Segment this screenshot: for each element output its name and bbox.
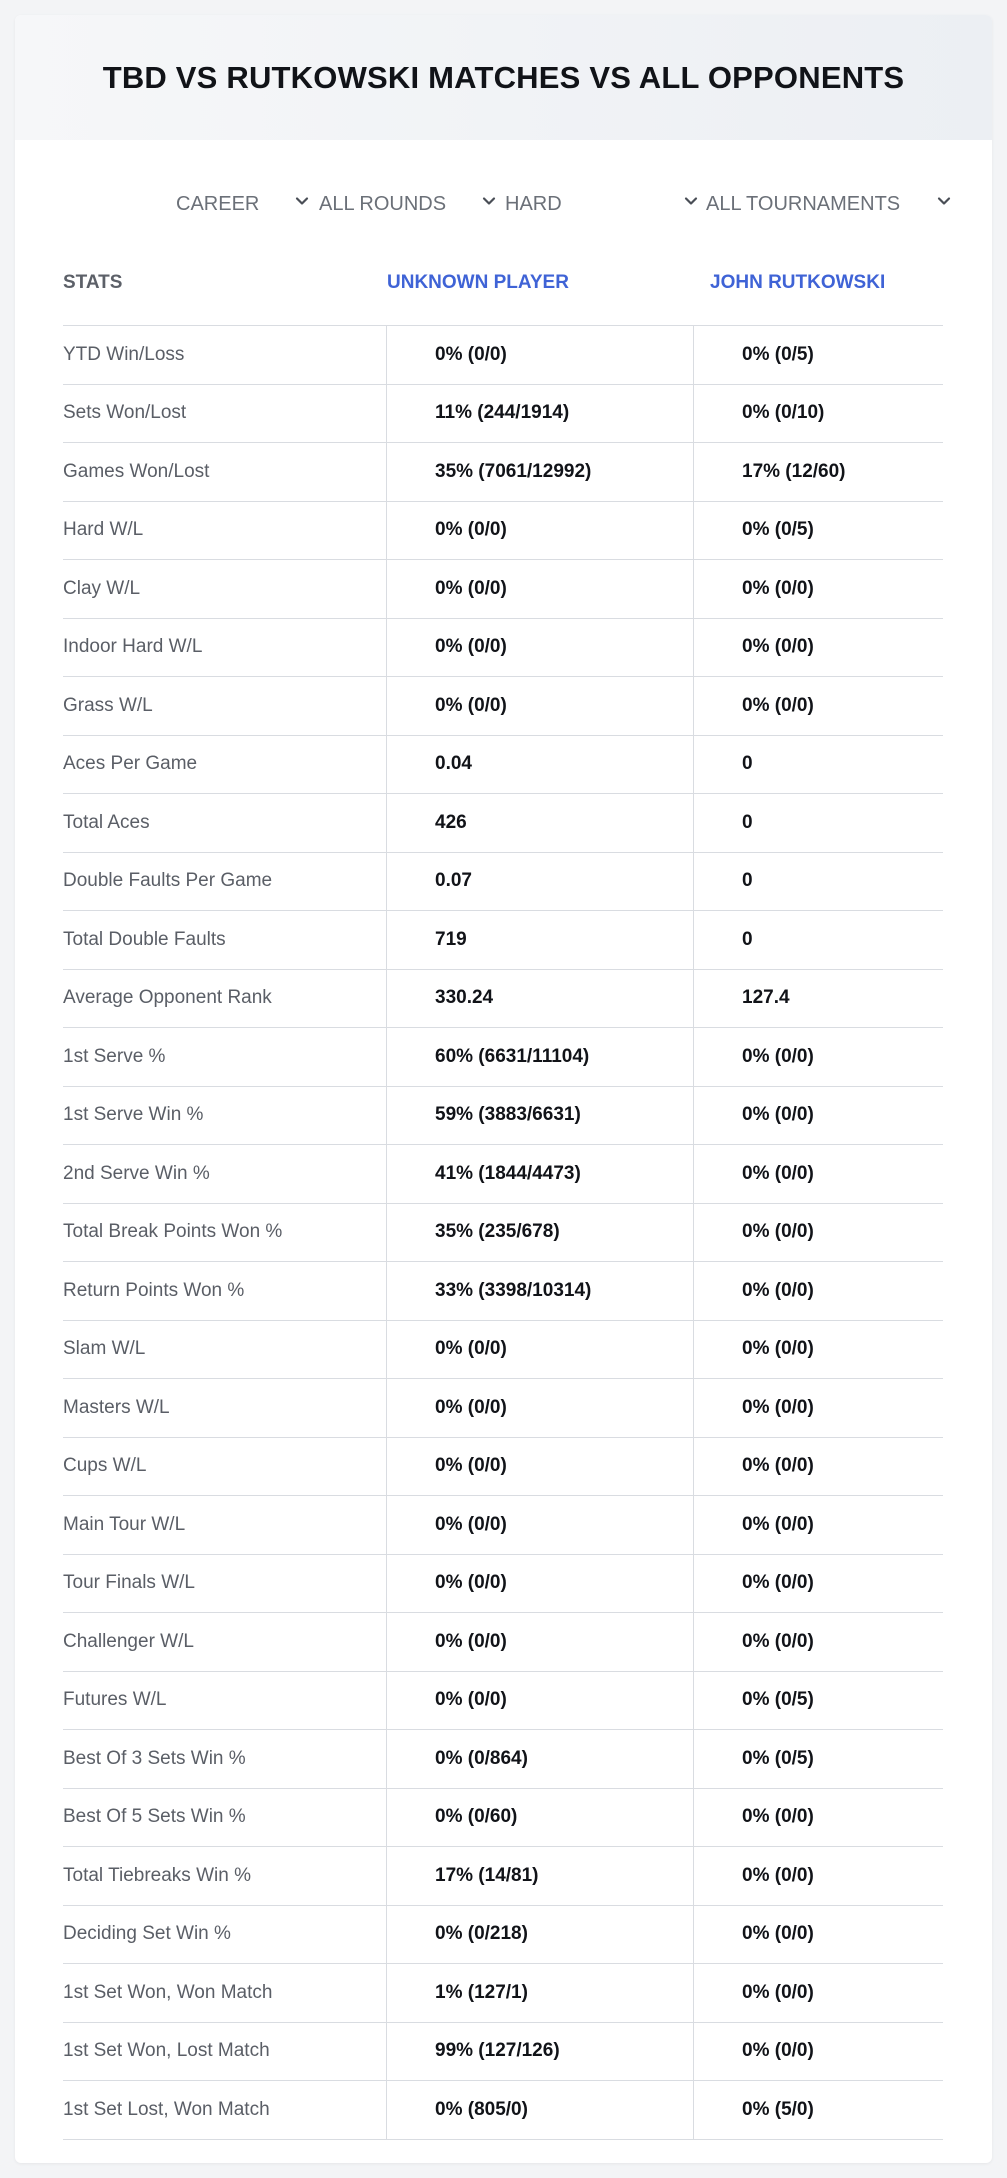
player1-value: 11% (244/1914) — [386, 385, 693, 443]
player2-value: 0% (0/0) — [693, 1906, 943, 1964]
filters-bar — [15, 184, 992, 224]
player1-value: 0% (0/0) — [386, 1613, 693, 1671]
stat-label: Total Tiebreaks Win % — [63, 1864, 251, 1886]
stat-label: Total Aces — [63, 811, 150, 833]
player2-value: 0% (0/0) — [693, 677, 943, 735]
stat-label: Masters W/L — [63, 1396, 170, 1418]
player2-value: 0% (0/5) — [693, 1672, 943, 1730]
player2-value: 0% (0/5) — [693, 326, 943, 384]
player1-value: 0% (0/60) — [386, 1789, 693, 1847]
stat-label: Games Won/Lost — [63, 460, 210, 482]
page-title: TBD VS RUTKOWSKI MATCHES VS ALL OPPONENTS — [102, 59, 905, 95]
player1-value: 0.07 — [386, 853, 693, 911]
player2-value: 0% (0/5) — [693, 502, 943, 560]
table-row — [63, 1145, 943, 1204]
player2-value: 0% (0/0) — [693, 1964, 943, 2022]
player1-value: 17% (14/81) — [386, 1847, 693, 1905]
player1-value: 60% (6631/11104) — [386, 1028, 693, 1086]
stats-card — [15, 15, 992, 2163]
player1-value: 59% (3883/6631) — [386, 1087, 693, 1145]
table-row — [63, 2081, 943, 2140]
player1-value: 0% (805/0) — [386, 2081, 693, 2139]
player1-value: 0% (0/0) — [386, 1496, 693, 1554]
stat-label: Sets Won/Lost — [63, 402, 187, 424]
player2-value: 0% (0/0) — [693, 1145, 943, 1203]
stat-label: 1st Set Lost, Won Match — [63, 2098, 270, 2120]
stat-label: Return Points Won % — [63, 1279, 245, 1301]
player2-link[interactable]: JOHN RUTKOWSKI — [710, 272, 886, 293]
chevron-down-icon — [294, 193, 310, 209]
table-row — [63, 1730, 943, 1789]
player2-value: 0 — [693, 853, 943, 911]
player2-value: 0% (0/0) — [693, 1847, 943, 1905]
table-header — [63, 250, 943, 326]
table-row — [63, 1379, 943, 1438]
table-row — [63, 443, 943, 502]
player2-value: 0% (0/0) — [693, 1555, 943, 1613]
stat-label: 2nd Serve Win % — [63, 1162, 210, 1184]
table-body — [63, 326, 943, 2140]
stat-label: 1st Set Won, Lost Match — [63, 2040, 270, 2062]
tournaments-select[interactable] — [706, 184, 958, 224]
stat-label: Grass W/L — [63, 694, 153, 716]
chevron-down-icon — [481, 193, 497, 209]
stat-label: Best Of 3 Sets Win % — [63, 1747, 246, 1769]
player2-value: 0% (0/0) — [693, 1379, 943, 1437]
player2-value: 0% (0/10) — [693, 385, 943, 443]
player2-value: 0% (0/0) — [693, 1204, 943, 1262]
player1-value: 0% (0/0) — [386, 326, 693, 384]
player1-value: 1% (127/1) — [386, 1964, 693, 2022]
stat-label: Cups W/L — [63, 1455, 147, 1477]
player2-value: 0% (0/0) — [693, 1028, 943, 1086]
player1-value: 0% (0/218) — [386, 1906, 693, 1964]
table-row — [63, 1847, 943, 1906]
table-row — [63, 1087, 943, 1146]
surface-select-value: HARD — [505, 192, 562, 215]
stat-label: Average Opponent Rank — [63, 987, 272, 1009]
table-row — [63, 502, 943, 561]
table-row — [63, 2023, 943, 2082]
player2-value: 0% (0/0) — [693, 1087, 943, 1145]
stat-label: 1st Set Won, Won Match — [63, 1981, 273, 2003]
table-row — [63, 326, 943, 385]
player2-value: 0 — [693, 736, 943, 794]
player1-value: 99% (127/126) — [386, 2023, 693, 2081]
player1-value: 0% (0/864) — [386, 1730, 693, 1788]
stat-label: Challenger W/L — [63, 1630, 194, 1652]
table-row — [63, 1204, 943, 1263]
player2-value: 0% (0/0) — [693, 1496, 943, 1554]
player2-value: 0% (0/0) — [693, 1613, 943, 1671]
player1-value: 35% (7061/12992) — [386, 443, 693, 501]
player2-value: 0% (0/0) — [693, 560, 943, 618]
player1-value: 35% (235/678) — [386, 1204, 693, 1262]
player2-value: 0% (0/0) — [693, 1262, 943, 1320]
player1-value: 0.04 — [386, 736, 693, 794]
player1-value: 0% (0/0) — [386, 1379, 693, 1437]
chevron-down-icon — [683, 193, 699, 209]
table-row — [63, 1906, 943, 1965]
table-row — [63, 677, 943, 736]
card-header — [15, 15, 992, 140]
stat-label: Aces Per Game — [63, 753, 198, 775]
player1-value: 426 — [386, 794, 693, 852]
rounds-select-value: ALL ROUNDS — [319, 192, 447, 215]
player2-value: 0 — [693, 794, 943, 852]
stat-label: Main Tour W/L — [63, 1513, 186, 1535]
stat-label: Indoor Hard W/L — [63, 636, 203, 658]
player1-link[interactable]: UNKNOWN PLAYER — [387, 272, 569, 293]
table-row — [63, 1789, 943, 1848]
player2-value: 0% (0/0) — [693, 1789, 943, 1847]
stat-label: Clay W/L — [63, 577, 141, 599]
table-row — [63, 853, 943, 912]
player2-value: 0% (0/0) — [693, 2023, 943, 2081]
table-row — [63, 970, 943, 1029]
chevron-down-icon — [936, 193, 952, 209]
player2-value: 127.4 — [693, 970, 943, 1028]
player2-value: 17% (12/60) — [693, 443, 943, 501]
player2-value: 0 — [693, 911, 943, 969]
table-row — [63, 736, 943, 795]
stats-table — [63, 250, 943, 2140]
stat-label: Futures W/L — [63, 1689, 167, 1711]
stat-label: Slam W/L — [63, 1338, 146, 1360]
stat-label: 1st Serve Win % — [63, 1104, 204, 1126]
player1-value: 0% (0/0) — [386, 677, 693, 735]
table-row — [63, 560, 943, 619]
player2-value: 0% (0/0) — [693, 619, 943, 677]
stat-label: Deciding Set Win % — [63, 1923, 231, 1945]
player2-value: 0% (5/0) — [693, 2081, 943, 2139]
stat-label: Total Double Faults — [63, 928, 226, 950]
player1-value: 0% (0/0) — [386, 1321, 693, 1379]
stat-label: YTD Win/Loss — [63, 343, 185, 365]
table-row — [63, 911, 943, 970]
player1-value: 0% (0/0) — [386, 502, 693, 560]
player1-value: 0% (0/0) — [386, 1555, 693, 1613]
player1-value: 0% (0/0) — [386, 1672, 693, 1730]
player2-value: 0% (0/5) — [693, 1730, 943, 1788]
period-select-value: CAREER — [176, 192, 260, 215]
player1-value: 0% (0/0) — [386, 619, 693, 677]
player1-value: 33% (3398/10314) — [386, 1262, 693, 1320]
player1-value: 41% (1844/4473) — [386, 1145, 693, 1203]
table-row — [63, 619, 943, 678]
table-row — [63, 1028, 943, 1087]
table-row — [63, 1613, 943, 1672]
stat-label: Tour Finals W/L — [63, 1572, 195, 1594]
player1-value: 330.24 — [386, 970, 693, 1028]
stat-label: Hard W/L — [63, 519, 144, 541]
table-row — [63, 1262, 943, 1321]
surface-select[interactable] — [505, 184, 705, 224]
player2-value: 0% (0/0) — [693, 1438, 943, 1496]
stat-label: Best Of 5 Sets Win % — [63, 1806, 246, 1828]
table-row — [63, 385, 943, 444]
table-row — [63, 1321, 943, 1380]
table-row — [63, 1496, 943, 1555]
player1-value: 719 — [386, 911, 693, 969]
player2-value: 0% (0/0) — [693, 1321, 943, 1379]
table-row — [63, 1672, 943, 1731]
rounds-select[interactable] — [319, 184, 499, 224]
stat-label: 1st Serve % — [63, 1045, 166, 1067]
stats-column-header: STATS — [63, 272, 123, 293]
table-row — [63, 1555, 943, 1614]
player1-value: 0% (0/0) — [386, 560, 693, 618]
period-select[interactable] — [176, 184, 316, 224]
stat-label: Double Faults Per Game — [63, 870, 273, 892]
tournaments-select-value: ALL TOURNAMENTS — [706, 192, 901, 215]
player1-value: 0% (0/0) — [386, 1438, 693, 1496]
table-row — [63, 794, 943, 853]
stat-label: Total Break Points Won % — [63, 1221, 283, 1243]
table-row — [63, 1964, 943, 2023]
table-row — [63, 1438, 943, 1497]
